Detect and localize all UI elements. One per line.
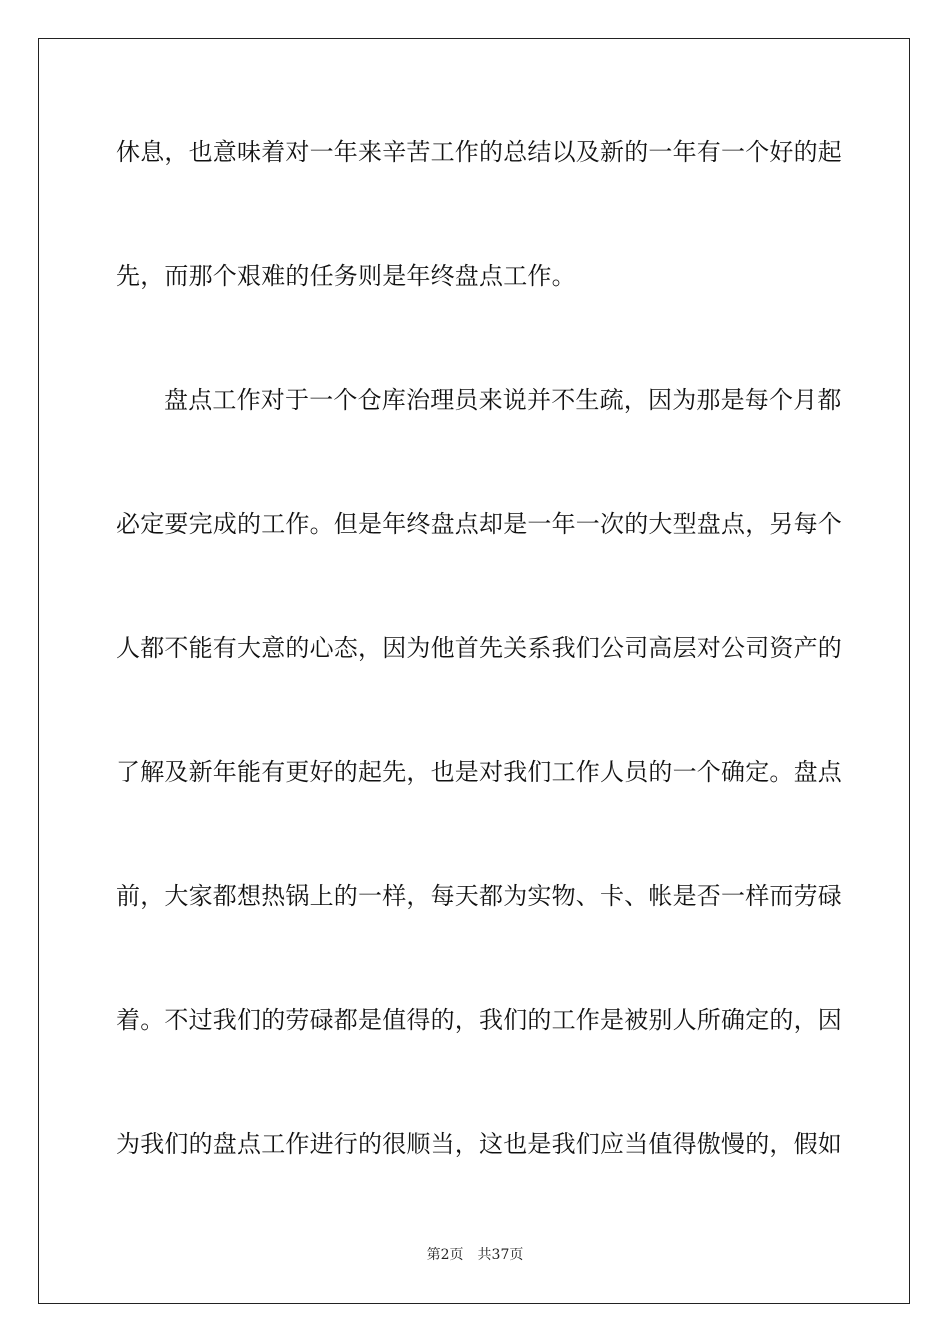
page-border bbox=[38, 38, 910, 1304]
text-line-4: 必定要完成的工作。但是年终盘点却是一年一次的大型盘点，另每个 bbox=[116, 510, 842, 538]
page-footer bbox=[0, 1246, 950, 1264]
page-total: 共37页 bbox=[477, 1247, 524, 1263]
text-line-9: 为我们的盘点工作进行的很顺当，这也是我们应当值得傲慢的，假如 bbox=[116, 1130, 842, 1158]
text-line-7: 前，大家都想热锅上的一样，每天都为实物、卡、帐是否一样而劳碌 bbox=[116, 882, 842, 910]
text-line-3: 盘点工作对于一个仓库治理员来说并不生疏，因为那是每个月都 bbox=[164, 386, 842, 414]
text-line-8: 着。不过我们的劳碌都是值得的，我们的工作是被别人所确定的，因 bbox=[116, 1006, 842, 1034]
page-number: 第2页 bbox=[426, 1247, 464, 1263]
text-line-5: 人都不能有大意的心态，因为他首先关系我们公司高层对公司资产的 bbox=[116, 634, 842, 662]
text-line-2: 先，而那个艰难的任务则是年终盘点工作。 bbox=[116, 262, 576, 290]
text-line-1: 休息，也意味着对一年来辛苦工作的总结以及新的一年有一个好的起 bbox=[116, 138, 842, 166]
text-line-6: 了解及新年能有更好的起先，也是对我们工作人员的一个确定。盘点 bbox=[116, 758, 842, 786]
